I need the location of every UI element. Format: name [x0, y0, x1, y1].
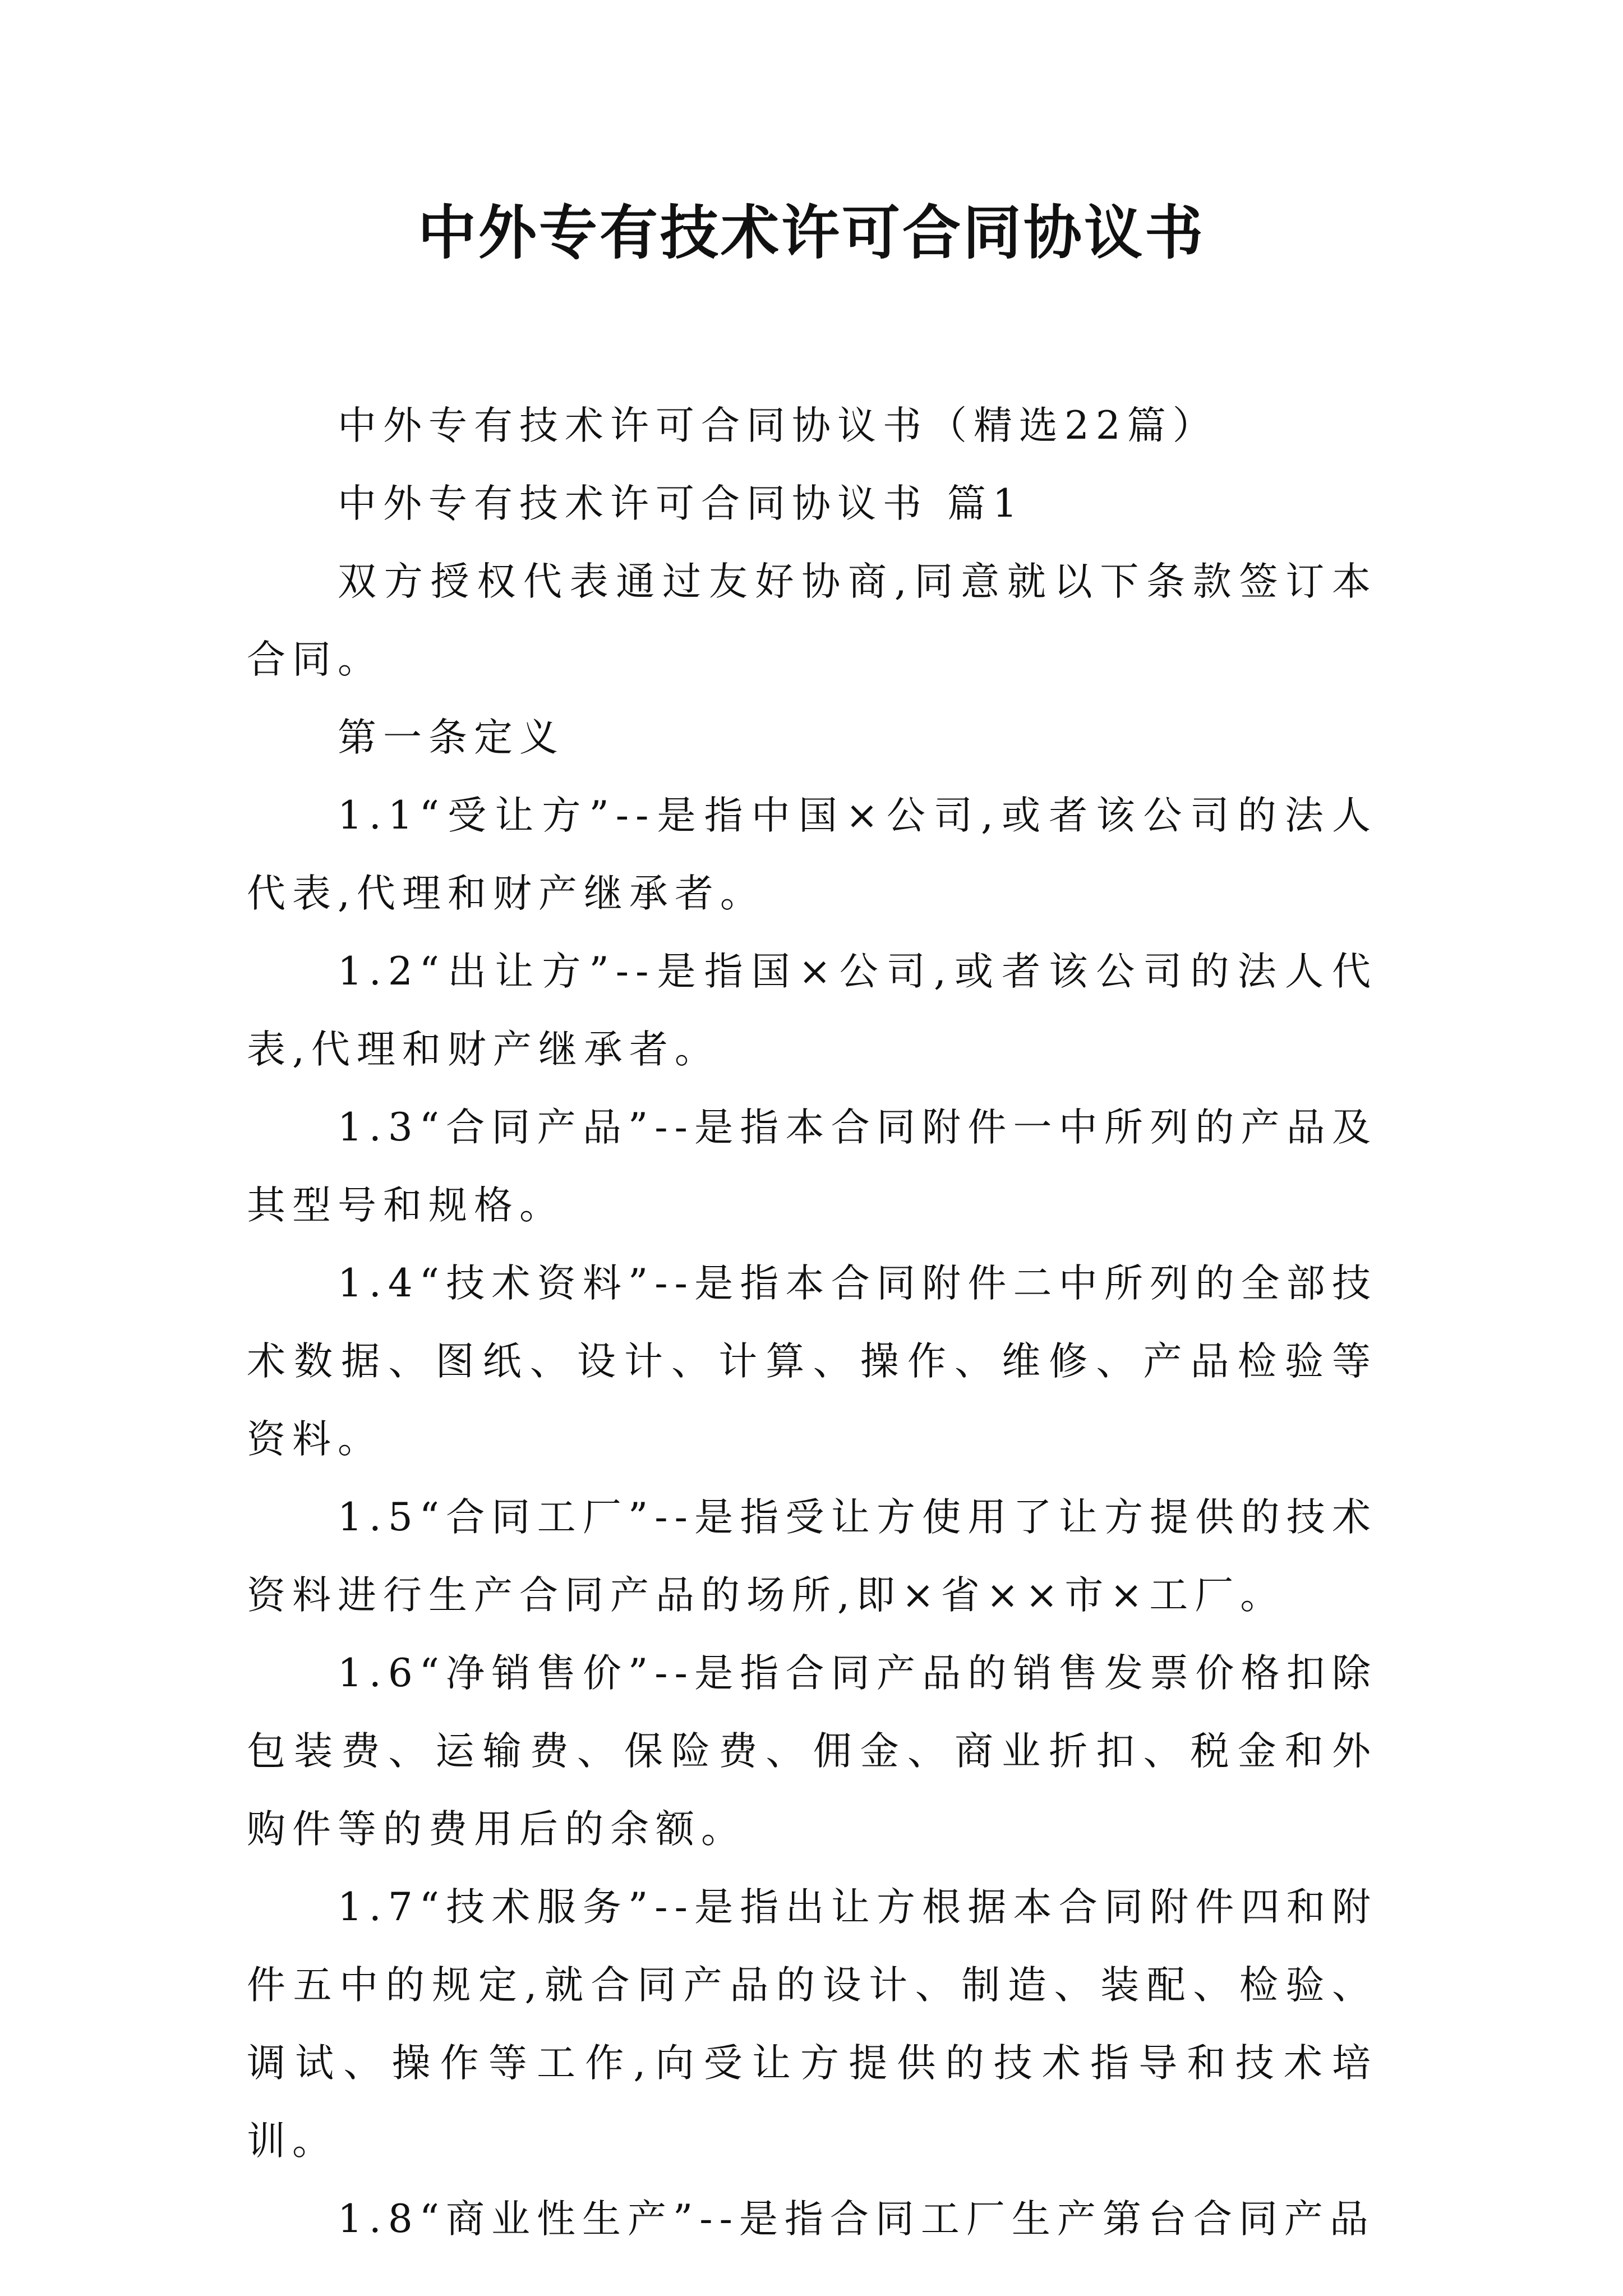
document-body	[247, 387, 1377, 2258]
collection-heading: 中外专有技术许可合同协议书（精选22篇）	[338, 403, 1218, 448]
clause-1-1: 1.1“受让方”--是指中国×公司,或者该公司的法人代表,代理和财产继承者。	[247, 793, 1377, 916]
clause-1-3: 1.3“合同产品”--是指本合同附件一中所列的产品及其型号和规格。	[247, 1105, 1377, 1228]
section-heading-definitions: 第一条定义	[338, 715, 565, 760]
document-title: 中外专有技术许可合同协议书	[417, 199, 1205, 267]
clause-1-7: 1.7“技术服务”--是指出让方根据本合同附件四和附件五中的规定,就合同产品的设计、制造、装配、检验、调试、操作等工作,向受让方提供的技术指导和技术培训。	[247, 1885, 1377, 2164]
clause-1-8: 1.8“商业性生产”--是指合同工厂生产第台合同产品	[338, 2197, 1375, 2242]
clause-1-4: 1.4“技术资料”--是指本合同附件二中所列的全部技术数据、图纸、设计、计算、操作、维修、产品检验等资料。	[247, 1261, 1377, 1462]
article-heading: 中外专有技术许可合同协议书 篇1	[338, 481, 1024, 526]
clause-1-2: 1.2“出让方”--是指国×公司,或者该公司的法人代表,代理和财产继承者。	[247, 949, 1377, 1072]
paragraph-intro: 双方授权代表通过友好协商,同意就以下条款签订本合同。	[247, 559, 1377, 682]
clause-1-6: 1.6“净销售价”--是指合同产品的销售发票价格扣除包装费、运输费、保险费、佣金、商业折扣、税金和外购件等的费用后的余额。	[247, 1651, 1377, 1852]
clause-1-5: 1.5“合同工厂”--是指受让方使用了让方提供的技术资料进行生产合同产品的场所,即×省××市×工厂。	[247, 1495, 1377, 1618]
